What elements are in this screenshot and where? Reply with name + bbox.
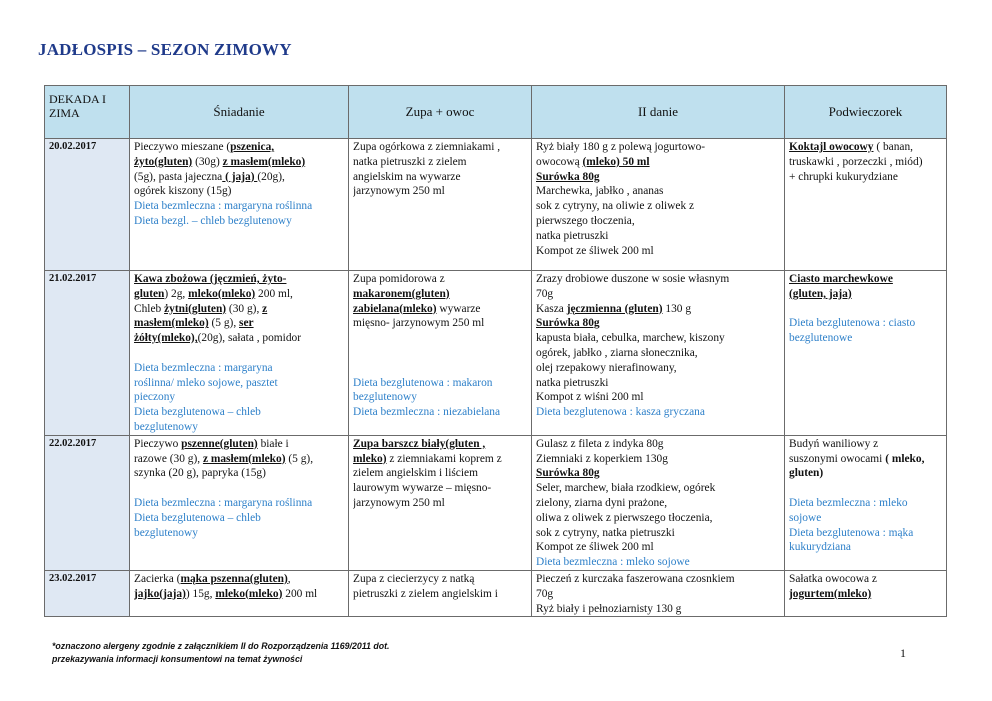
text: (20g), sałata , pomidor xyxy=(197,332,302,345)
text: Pieczywo mieszane ( xyxy=(134,141,231,153)
text: natka pietruszki xyxy=(536,376,609,389)
text: Zupa pomidorowa z xyxy=(353,273,445,285)
salad-heading: Surówka 80g xyxy=(536,317,600,330)
diet-note: kukurydziana xyxy=(789,541,851,554)
text: ) 2g, xyxy=(164,287,189,300)
soup-cell xyxy=(349,570,532,616)
soup-cell xyxy=(349,139,532,271)
soup-cell xyxy=(349,435,532,570)
text: Kompot ze śliwek 200 ml xyxy=(536,244,654,257)
text: natka pietruszki xyxy=(536,229,609,242)
allergen-text: ( mleko, xyxy=(885,452,925,465)
text: + chrupki kukurydziane xyxy=(789,170,898,183)
main-course-cell xyxy=(532,271,785,436)
text: z ziemniakami koprem z xyxy=(386,452,502,465)
main-course-cell xyxy=(532,139,785,271)
allergen-text: mleko(mleko) xyxy=(215,587,283,600)
text: (5 g), xyxy=(208,317,240,330)
text: mięsno- jarzynowym 250 ml xyxy=(353,317,485,330)
text: 200 ml, xyxy=(255,287,293,300)
text: Pieczywo xyxy=(134,437,182,450)
text: (5 g), xyxy=(285,452,314,465)
text: sok z cytryny, na oliwie z oliwek z xyxy=(536,200,695,213)
diet-note: Dieta bezmleczna : margaryna roślinna xyxy=(134,496,313,509)
allergen-text: mleko) xyxy=(353,452,387,465)
text: jarzynowym 250 ml xyxy=(353,185,445,198)
text: Pieczeń z kurczaka faszerowana czosnkiem xyxy=(536,572,735,585)
date-cell: 20.02.2017 xyxy=(45,139,130,271)
diet-note: Dieta bezgl. – chleb bezglutenowy xyxy=(134,214,292,227)
diet-note: Dieta bezmleczna : mleko xyxy=(789,496,908,509)
text: ( banan, xyxy=(873,141,914,153)
text: 70g xyxy=(536,287,554,300)
snack-cell xyxy=(785,435,947,570)
diet-note: Dieta bezglutenowa – chleb xyxy=(134,511,261,524)
text: Gulasz z fileta z indyka 80g xyxy=(536,437,664,450)
header-snack: Podwieczorek xyxy=(785,86,947,139)
breakfast-cell xyxy=(130,139,349,271)
allergen-text: (gluten, jaja) xyxy=(789,287,852,300)
allergen-text: pszenne(gluten) xyxy=(181,437,258,450)
diet-note: Dieta bezglutenowa : mąka xyxy=(789,526,914,539)
text: sok z cytryny, natka pietruszki xyxy=(536,526,675,539)
allergen-text: jogurtem(mleko) xyxy=(789,587,872,600)
text: wywarze xyxy=(436,302,481,315)
text: zielem angielskim i liściem xyxy=(353,467,478,480)
text: Chleb xyxy=(134,302,165,315)
table-row xyxy=(45,271,947,436)
diet-note: sojowe xyxy=(789,511,822,524)
diet-note: Dieta bezglutenowa : ciasto xyxy=(789,317,916,330)
allergen-text: mąka pszenna(gluten) xyxy=(180,572,288,585)
salad-heading: Surówka 80g xyxy=(536,170,600,183)
main-course-cell xyxy=(532,570,785,616)
allergen-text: masłem(mleko) xyxy=(134,317,209,330)
allergen-text: ( jaja) xyxy=(222,170,258,183)
diet-note: Dieta bezglutenowa : kasza gryczana xyxy=(536,406,705,419)
diet-note: Dieta bezmleczna : mleko sojowe xyxy=(536,556,690,569)
allergen-text: gluten) xyxy=(789,467,824,480)
header-main-course: II danie xyxy=(532,86,785,139)
text: ogórek kiszony (15g) xyxy=(134,185,232,198)
allergen-text: żyto(gluten) xyxy=(134,155,193,168)
allergen-text: jajko(jaja) xyxy=(134,587,186,600)
text: owocową xyxy=(536,155,583,168)
diet-note: bezglutenowe xyxy=(789,332,853,345)
text: zielony, ziarna dyni prażone, xyxy=(536,496,668,509)
text: (20g), xyxy=(257,170,285,183)
breakfast-cell xyxy=(130,435,349,570)
text: Ryż biały 180 g z polewą jogurtowo- xyxy=(536,141,706,153)
page-title: JADŁOSPIS – SEZON ZIMOWY xyxy=(38,40,292,59)
allergen-text: z xyxy=(262,302,268,315)
text: (30 g), xyxy=(226,302,263,315)
text: natka pietruszki z zielem xyxy=(353,155,467,168)
footnote-line: przekazywania informacji konsumentowi na temat żywności xyxy=(52,654,303,664)
allergen-text: Kawa zbożowa (jęczmień, żyto- xyxy=(134,273,287,285)
table-row xyxy=(45,570,947,616)
diet-note: bezglutenowy xyxy=(134,420,198,433)
text: Kompot z wiśni 200 ml xyxy=(536,391,644,404)
text: Marchewka, jabłko , ananas xyxy=(536,185,664,198)
snack-cell xyxy=(785,271,947,436)
snack-cell xyxy=(785,139,947,271)
text: ogórek, jabłko , ziarna słonecznika, xyxy=(536,346,698,359)
allergen-text: z masłem(mleko) xyxy=(202,452,286,465)
header-soup: Zupa + owoc xyxy=(349,86,532,139)
date-cell: 21.02.2017 xyxy=(45,271,130,436)
diet-note: Dieta bezglutenowa – chleb xyxy=(134,406,261,419)
allergen-text: zabielana(mleko) xyxy=(353,302,437,315)
allergen-text: żółty(mleko), xyxy=(134,332,198,345)
text: 130 g xyxy=(662,302,692,315)
date-cell: 23.02.2017 xyxy=(45,570,130,616)
text: białe i xyxy=(257,437,289,450)
allergen-text: mleko(mleko) xyxy=(188,287,256,300)
header-period-line1: DEKADA I xyxy=(49,92,106,106)
allergen-text: pszenica, xyxy=(230,141,275,153)
text: Zacierka ( xyxy=(134,572,181,585)
header-period xyxy=(45,86,130,139)
diet-note: bezglutenowy xyxy=(353,391,417,404)
diet-note: Dieta bezmleczna : niezabielana xyxy=(353,406,501,419)
text: Budyń waniliowy z xyxy=(789,437,879,450)
text: olej rzepakowy nierafinowany, xyxy=(536,361,677,374)
text: Zrazy drobiowe duszone w sosie własnym xyxy=(536,273,730,285)
allergen-text: gluten xyxy=(134,287,165,300)
breakfast-cell xyxy=(130,271,349,436)
text: Ryż biały i pełnoziarnisty 130 g xyxy=(536,602,682,615)
header-period-line2: ZIMA xyxy=(49,106,80,120)
date-cell: 22.02.2017 xyxy=(45,435,130,570)
diet-note: Dieta bezglutenowa : makaron xyxy=(353,376,493,389)
page-number: 1 xyxy=(900,646,906,660)
diet-note: Dieta bezmleczna : margaryna roślinna xyxy=(134,200,313,213)
allergen-text: jęczmienna (gluten) xyxy=(566,302,663,315)
text: 70g xyxy=(536,587,554,600)
text: kapusta biała, cebulka, marchew, kiszony xyxy=(536,332,725,345)
allergen-footnote xyxy=(52,640,389,666)
menu-table xyxy=(44,85,947,617)
diet-note: bezglutenowy xyxy=(134,526,198,539)
text: oliwa z oliwek z pierwszego tłoczenia, xyxy=(536,511,713,524)
text: Zupa ogórkowa z ziemniakami , xyxy=(353,141,501,153)
text: szynka (20 g), papryka (15g) xyxy=(134,467,266,480)
allergen-text: Koktajl owocowy xyxy=(789,141,874,153)
text: razowe (30 g), xyxy=(134,452,203,465)
text: (30g) xyxy=(192,155,223,168)
allergen-text: z masłem(mleko) xyxy=(222,155,306,168)
text: Zupa z ciecierzycy z natką xyxy=(353,572,475,585)
allergen-text: (mleko) 50 ml xyxy=(582,155,650,168)
snack-cell xyxy=(785,570,947,616)
text: , xyxy=(287,572,291,585)
salad-heading: Surówka 80g xyxy=(536,467,600,480)
text: Kompot ze śliwek 200 ml xyxy=(536,541,654,554)
diet-note: roślinna/ mleko sojowe, pasztet xyxy=(134,376,278,389)
diet-note: Dieta bezmleczna : margaryna xyxy=(134,361,273,374)
main-course-cell xyxy=(532,435,785,570)
header-breakfast: Śniadanie xyxy=(130,86,349,139)
diet-note: pieczony xyxy=(134,391,176,404)
text: ) 15g, xyxy=(185,587,216,600)
allergen-text: Ciasto marchewkowe xyxy=(789,273,893,285)
breakfast-cell xyxy=(130,570,349,616)
text: jarzynowym 250 ml xyxy=(353,496,445,509)
text: (5g), pasta jajeczna xyxy=(134,170,223,183)
text: Seler, marchew, biała rzodkiew, ogórek xyxy=(536,482,716,495)
table-row xyxy=(45,435,947,570)
text: laurowym wywarze – mięsno- xyxy=(353,482,492,495)
footnote-line: *oznaczono alergeny zgodnie z załącznikiem II do Rozporządzenia 1169/2011 dot. xyxy=(52,641,390,651)
allergen-text: Zupa barszcz biały(gluten , xyxy=(353,437,486,450)
text: Ziemniaki z koperkiem 130g xyxy=(536,452,668,465)
text: Kasza xyxy=(536,302,567,315)
text: truskawki , porzeczki , miód) xyxy=(789,155,923,168)
header-row xyxy=(45,86,947,139)
table-row xyxy=(45,139,947,271)
soup-cell xyxy=(349,271,532,436)
text: angielskim na wywarze xyxy=(353,170,461,183)
text: pierwszego tłoczenia, xyxy=(536,214,635,227)
allergen-text: żytni(gluten) xyxy=(164,302,227,315)
allergen-text: ser xyxy=(239,317,254,330)
text: 200 ml xyxy=(282,587,318,600)
text: pietruszki z zielem angielskim i xyxy=(353,587,498,600)
allergen-text: makaronem(gluten) xyxy=(353,287,450,300)
text: Sałatka owocowa z xyxy=(789,572,877,585)
text: suszonymi owocami xyxy=(789,452,886,465)
